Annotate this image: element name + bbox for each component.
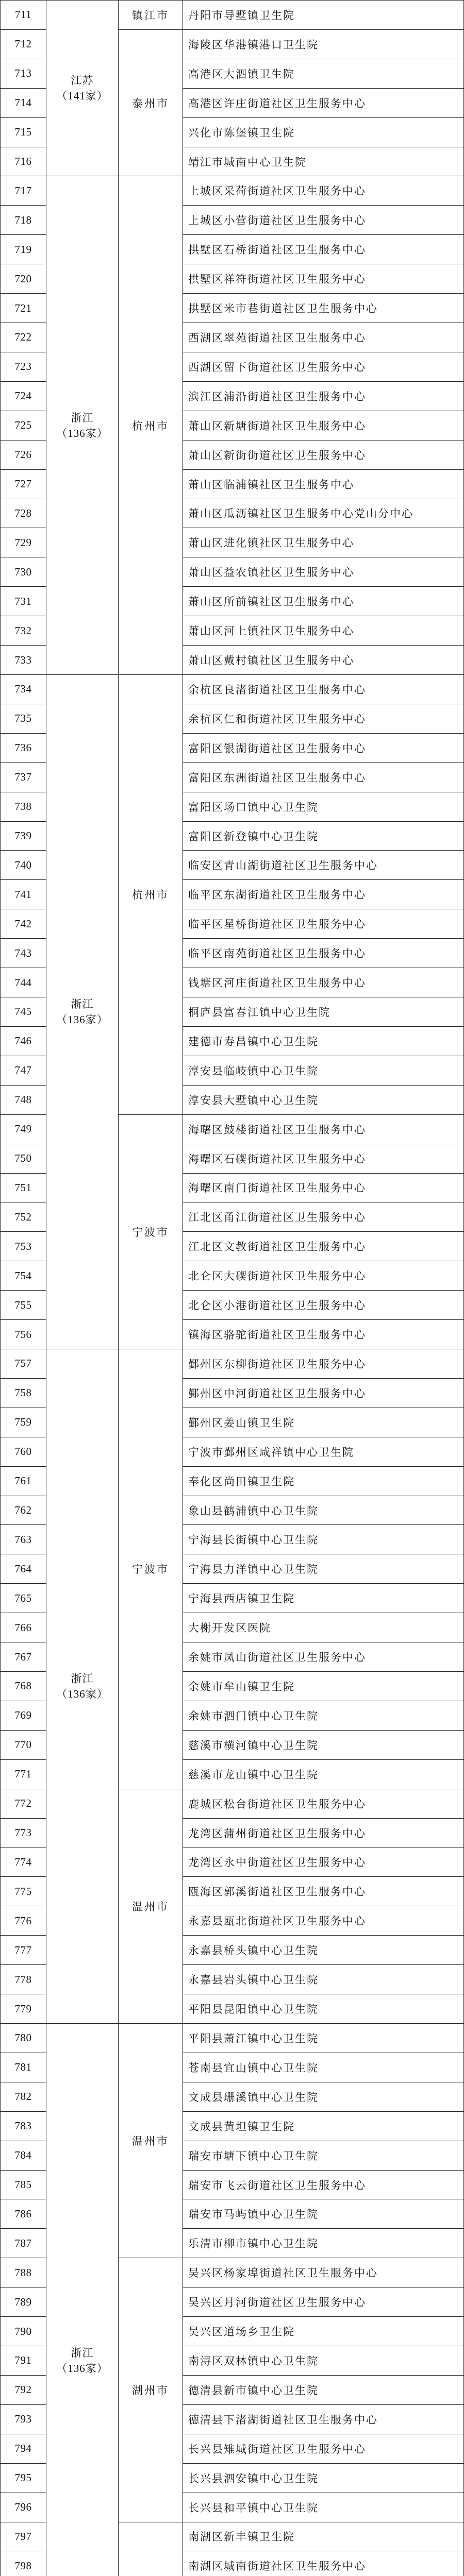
row-number: 757 xyxy=(1,1349,46,1379)
institution-name: 余姚市泗门镇中心卫生院 xyxy=(183,1701,464,1731)
institution-name: 海曙区南门街道社区卫生服务中心 xyxy=(183,1174,464,1203)
institution-name: 慈溪市横河镇中心卫生院 xyxy=(183,1731,464,1760)
row-number: 790 xyxy=(1,2317,46,2346)
institution-name: 龙湾区蒲州街道社区卫生服务中心 xyxy=(183,1819,464,1848)
row-number: 721 xyxy=(1,294,46,323)
row-number: 769 xyxy=(1,1701,46,1731)
row-number: 798 xyxy=(1,2551,46,2576)
institution-name: 临平区南苑街道社区卫生服务中心 xyxy=(183,939,464,968)
row-number: 788 xyxy=(1,2258,46,2287)
institution-name: 余杭区良渚街道社区卫生服务中心 xyxy=(183,675,464,704)
institution-name: 富阳区东洲街道社区卫生服务中心 xyxy=(183,763,464,792)
institution-name: 萧山区新街街道社区卫生服务中心 xyxy=(183,440,464,470)
row-number: 749 xyxy=(1,1115,46,1144)
row-number: 786 xyxy=(1,2199,46,2229)
city-cell xyxy=(119,2522,183,2576)
row-number: 720 xyxy=(1,264,46,294)
institution-name: 余姚市凤山街道社区卫生服务中心 xyxy=(183,1642,464,1672)
institution-name: 萧山区河上镇社区卫生服务中心 xyxy=(183,616,464,646)
institution-name: 海曙区石碶街道社区卫生服务中心 xyxy=(183,1144,464,1174)
institution-name: 大榭开发区医院 xyxy=(183,1613,464,1642)
institution-name: 镇海区骆驼街道社区卫生服务中心 xyxy=(183,1320,464,1349)
row-number: 755 xyxy=(1,1291,46,1320)
row-number: 717 xyxy=(1,176,46,206)
row-number: 739 xyxy=(1,822,46,851)
row-number: 767 xyxy=(1,1642,46,1672)
row-number: 783 xyxy=(1,2112,46,2141)
institution-name: 北仑区小港街道社区卫生服务中心 xyxy=(183,1291,464,1320)
city-cell: 宁波市 xyxy=(119,1349,183,1789)
row-number: 725 xyxy=(1,411,46,440)
institution-name: 萧山区益农镇社区卫生服务中心 xyxy=(183,557,464,587)
institution-name: 吴兴区杨家埠街道社区卫生服务中心 xyxy=(183,2258,464,2287)
province-count: （136家） xyxy=(56,2362,108,2375)
province-cell xyxy=(46,176,119,675)
institution-name: 拱墅区石桥街道社区卫生服务中心 xyxy=(183,235,464,264)
row-number: 729 xyxy=(1,528,46,557)
row-number: 759 xyxy=(1,1408,46,1437)
institution-name: 萧山区进化镇社区卫生服务中心 xyxy=(183,528,464,557)
row-number: 765 xyxy=(1,1584,46,1613)
row-number: 762 xyxy=(1,1496,46,1526)
row-number: 743 xyxy=(1,939,46,968)
institution-name: 鄞州区中河街道社区卫生服务中心 xyxy=(183,1379,464,1408)
province-name: 浙江 xyxy=(71,411,94,424)
row-number: 794 xyxy=(1,2434,46,2464)
city-cell: 泰州市 xyxy=(119,30,183,177)
institution-name: 拱墅区米市巷街道社区卫生服务中心 xyxy=(183,294,464,323)
institution-name: 萧山区戴村镇社区卫生服务中心 xyxy=(183,646,464,675)
row-number: 730 xyxy=(1,557,46,587)
province-cell xyxy=(46,1,119,176)
row-number: 711 xyxy=(1,1,46,30)
row-number: 780 xyxy=(1,2024,46,2053)
city-cell: 杭州市 xyxy=(119,176,183,675)
row-number: 736 xyxy=(1,734,46,763)
row-number: 796 xyxy=(1,2493,46,2522)
row-number: 784 xyxy=(1,2141,46,2171)
province-cell xyxy=(46,675,119,1349)
institution-name: 象山县鹤浦镇中心卫生院 xyxy=(183,1496,464,1526)
province-count: （136家） xyxy=(56,1688,108,1700)
row-number: 763 xyxy=(1,1525,46,1554)
institution-name: 南湖区城南街道社区卫生服务中心 xyxy=(183,2551,464,2576)
province-name: 江苏 xyxy=(71,74,94,87)
row-number: 747 xyxy=(1,1056,46,1086)
city-cell: 杭州市 xyxy=(119,675,183,1115)
row-number: 764 xyxy=(1,1554,46,1584)
institution-name: 高港区大泗镇卫生院 xyxy=(183,59,464,89)
province-count: （136家） xyxy=(56,427,108,439)
row-number: 789 xyxy=(1,2287,46,2317)
institution-name: 上城区小营街道社区卫生服务中心 xyxy=(183,206,464,235)
institution-name: 富阳区新登镇中心卫生院 xyxy=(183,822,464,851)
row-number: 744 xyxy=(1,968,46,997)
row-number: 781 xyxy=(1,2053,46,2082)
row-number: 782 xyxy=(1,2082,46,2112)
institution-name: 吴兴区月河街道社区卫生服务中心 xyxy=(183,2287,464,2317)
institution-name: 临平区东湖街道社区卫生服务中心 xyxy=(183,880,464,909)
institution-name: 长兴县雉城街道社区卫生服务中心 xyxy=(183,2434,464,2464)
institution-name: 丹阳市导墅镇卫生院 xyxy=(183,1,464,30)
institution-name: 文成县珊溪镇中心卫生院 xyxy=(183,2082,464,2112)
institution-name: 奉化区尚田镇卫生院 xyxy=(183,1467,464,1496)
institution-name: 平阳县萧江镇中心卫生院 xyxy=(183,2024,464,2053)
row-number: 775 xyxy=(1,1877,46,1906)
institution-name: 文成县黄坦镇卫生院 xyxy=(183,2112,464,2141)
row-number: 712 xyxy=(1,30,46,59)
institution-name: 余杭区仁和街道社区卫生服务中心 xyxy=(183,704,464,734)
row-number: 740 xyxy=(1,851,46,880)
institution-name: 兴化市陈堡镇卫生院 xyxy=(183,118,464,147)
city-cell: 镇江市 xyxy=(119,1,183,30)
row-number: 724 xyxy=(1,382,46,411)
row-number: 737 xyxy=(1,763,46,792)
row-number: 750 xyxy=(1,1144,46,1174)
row-number: 785 xyxy=(1,2171,46,2200)
institution-name: 吴兴区道场乡卫生院 xyxy=(183,2317,464,2346)
row-number: 728 xyxy=(1,499,46,529)
institution-name: 江北区文教街道社区卫生服务中心 xyxy=(183,1232,464,1261)
row-number: 787 xyxy=(1,2229,46,2258)
city-cell: 温州市 xyxy=(119,1789,183,2024)
institution-name: 淳安县大墅镇中心卫生院 xyxy=(183,1086,464,1115)
row-number: 772 xyxy=(1,1789,46,1819)
institution-name: 高港区许庄街道社区卫生服务中心 xyxy=(183,89,464,118)
institution-name: 靖江市城南中心卫生院 xyxy=(183,147,464,177)
row-number: 738 xyxy=(1,792,46,822)
row-number: 745 xyxy=(1,997,46,1027)
institution-name: 萧山区所前镇社区卫生服务中心 xyxy=(183,587,464,616)
row-number: 766 xyxy=(1,1613,46,1642)
row-number: 774 xyxy=(1,1848,46,1877)
row-number: 752 xyxy=(1,1202,46,1232)
row-number: 715 xyxy=(1,118,46,147)
institution-name: 海陵区华港镇港口卫生院 xyxy=(183,30,464,59)
institution-name: 桐庐县富春江镇中心卫生院 xyxy=(183,997,464,1027)
row-number: 761 xyxy=(1,1467,46,1496)
row-number: 797 xyxy=(1,2522,46,2552)
row-number: 779 xyxy=(1,1994,46,2024)
institution-name: 建德市寿昌镇中心卫生院 xyxy=(183,1027,464,1056)
row-number: 714 xyxy=(1,89,46,118)
institution-name: 鹿城区松台街道社区卫生服务中心 xyxy=(183,1789,464,1819)
institution-name: 苍南县宜山镇中心卫生院 xyxy=(183,2053,464,2082)
institution-name: 平阳县昆阳镇中心卫生院 xyxy=(183,1994,464,2024)
institution-name: 鄞州区姜山镇卫生院 xyxy=(183,1408,464,1437)
institution-name: 宁波市鄞州区咸祥镇中心卫生院 xyxy=(183,1437,464,1467)
row-number: 768 xyxy=(1,1672,46,1701)
institution-name: 上城区采荷街道社区卫生服务中心 xyxy=(183,176,464,206)
row-number: 773 xyxy=(1,1819,46,1848)
row-number: 760 xyxy=(1,1437,46,1467)
row-number: 742 xyxy=(1,909,46,939)
row-number: 748 xyxy=(1,1086,46,1115)
row-number: 716 xyxy=(1,147,46,177)
institution-name: 萧山区瓜沥镇社区卫生服务中心党山分中心 xyxy=(183,499,464,529)
province-name: 浙江 xyxy=(71,2347,94,2359)
row-number: 751 xyxy=(1,1174,46,1203)
province-count: （136家） xyxy=(56,1013,108,1026)
institution-name: 永嘉县岩头镇中心卫生院 xyxy=(183,1965,464,1994)
row-number: 732 xyxy=(1,616,46,646)
city-cell: 宁波市 xyxy=(119,1115,183,1349)
row-number: 713 xyxy=(1,59,46,89)
institution-name: 瑞安市塘下镇中心卫生院 xyxy=(183,2141,464,2171)
institution-name: 江北区甬江街道社区卫生服务中心 xyxy=(183,1202,464,1232)
row-number: 771 xyxy=(1,1760,46,1789)
province-name: 浙江 xyxy=(71,1672,94,1685)
institution-name: 宁海县长街镇中心卫生院 xyxy=(183,1525,464,1554)
institution-name: 永嘉县桥头镇中心卫生院 xyxy=(183,1936,464,1965)
row-number: 793 xyxy=(1,2405,46,2434)
institution-name: 海曙区鼓楼街道社区卫生服务中心 xyxy=(183,1115,464,1144)
row-number: 727 xyxy=(1,470,46,499)
institution-name: 龙湾区永中街道社区卫生服务中心 xyxy=(183,1848,464,1877)
row-number: 776 xyxy=(1,1906,46,1936)
institution-name: 瑞安市飞云街道社区卫生服务中心 xyxy=(183,2171,464,2200)
institution-name: 南浔区双林镇中心卫生院 xyxy=(183,2346,464,2376)
institution-name: 西湖区翠苑街道社区卫生服务中心 xyxy=(183,323,464,352)
institution-name: 瑞安市马屿镇中心卫生院 xyxy=(183,2199,464,2229)
row-number: 778 xyxy=(1,1965,46,1994)
institution-name: 拱墅区祥符街道社区卫生服务中心 xyxy=(183,264,464,294)
row-number: 719 xyxy=(1,235,46,264)
row-number: 718 xyxy=(1,206,46,235)
institution-name: 余姚市牟山镇卫生院 xyxy=(183,1672,464,1701)
row-number: 792 xyxy=(1,2376,46,2405)
province-cell xyxy=(46,2024,119,2576)
row-number: 723 xyxy=(1,352,46,382)
institution-name: 萧山区临浦镇社区卫生服务中心 xyxy=(183,470,464,499)
row-number: 734 xyxy=(1,675,46,704)
institution-name: 乐清市柳市镇中心卫生院 xyxy=(183,2229,464,2258)
institution-name: 萧山区新塘街道社区卫生服务中心 xyxy=(183,411,464,440)
institution-name: 西湖区留下街道社区卫生服务中心 xyxy=(183,352,464,382)
institution-name: 德清县新市镇中心卫生院 xyxy=(183,2376,464,2405)
institution-name: 德清县下渚湖街道社区卫生服务中心 xyxy=(183,2405,464,2434)
row-number: 753 xyxy=(1,1232,46,1261)
row-number: 741 xyxy=(1,880,46,909)
institution-name: 永嘉县瓯北街道社区卫生服务中心 xyxy=(183,1906,464,1936)
row-number: 795 xyxy=(1,2464,46,2493)
institution-name: 北仑区大碶街道社区卫生服务中心 xyxy=(183,1261,464,1291)
institution-name: 瓯海区郭溪街道社区卫生服务中心 xyxy=(183,1877,464,1906)
row-number: 746 xyxy=(1,1027,46,1056)
row-number: 754 xyxy=(1,1261,46,1291)
row-number: 722 xyxy=(1,323,46,352)
institution-name: 钱塘区河庄街道社区卫生服务中心 xyxy=(183,968,464,997)
institution-name: 富阳区场口镇中心卫生院 xyxy=(183,792,464,822)
province-count: （141家） xyxy=(56,90,108,103)
institution-name: 宁海县力洋镇中心卫生院 xyxy=(183,1554,464,1584)
institution-name: 临安区青山湖街道社区卫生服务中心 xyxy=(183,851,464,880)
row-number: 756 xyxy=(1,1320,46,1349)
city-cell: 湖州市 xyxy=(119,2258,183,2522)
row-number: 791 xyxy=(1,2346,46,2376)
institution-name: 宁海县西店镇卫生院 xyxy=(183,1584,464,1613)
institution-name: 慈溪市龙山镇中心卫生院 xyxy=(183,1760,464,1789)
institution-name: 临平区星桥街道社区卫生服务中心 xyxy=(183,909,464,939)
institution-name: 长兴县和平镇中心卫生院 xyxy=(183,2493,464,2522)
institution-name: 鄞州区东柳街道社区卫生服务中心 xyxy=(183,1349,464,1379)
institution-name: 滨江区浦沿街道社区卫生服务中心 xyxy=(183,382,464,411)
institution-name: 长兴县泗安镇中心卫生院 xyxy=(183,2464,464,2493)
institution-name: 南湖区新丰镇卫生院 xyxy=(183,2522,464,2552)
row-number: 733 xyxy=(1,646,46,675)
row-number: 777 xyxy=(1,1936,46,1965)
row-number: 726 xyxy=(1,440,46,470)
row-number: 758 xyxy=(1,1379,46,1408)
row-number: 735 xyxy=(1,704,46,734)
row-number: 770 xyxy=(1,1731,46,1760)
province-name: 浙江 xyxy=(71,998,94,1010)
city-cell: 温州市 xyxy=(119,2024,183,2258)
row-number: 731 xyxy=(1,587,46,616)
province-cell xyxy=(46,1349,119,2024)
institution-name: 淳安县临岐镇中心卫生院 xyxy=(183,1056,464,1086)
institution-name: 富阳区银湖街道社区卫生服务中心 xyxy=(183,734,464,763)
